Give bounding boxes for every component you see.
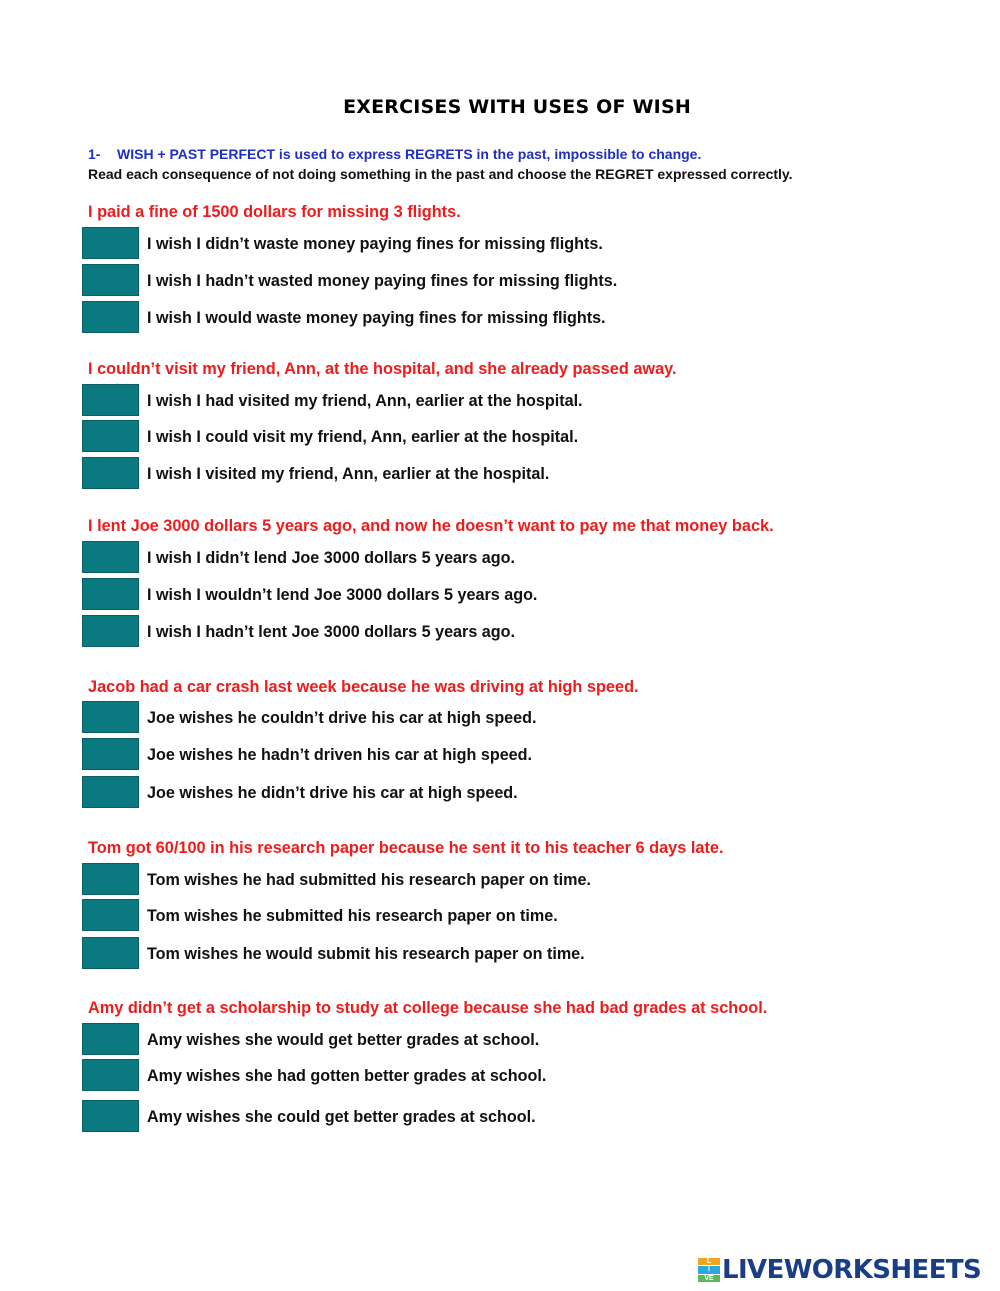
answer-option-text: I wish I wouldn’t lend Joe 3000 dollars 5 years ago. bbox=[147, 585, 538, 604]
answer-option-text: Tom wishes he would submit his research paper on time. bbox=[147, 944, 585, 963]
answer-option-text: Amy wishes she had gotten better grades at school. bbox=[147, 1066, 547, 1085]
answer-option-text: I wish I had visited my friend, Ann, earlier at the hospital. bbox=[147, 391, 583, 410]
brand-text: LIVEWORKSHEETS bbox=[722, 1255, 982, 1285]
answer-option bbox=[82, 899, 782, 933]
answer-checkbox[interactable] bbox=[82, 1023, 139, 1055]
logo-letter: I bbox=[698, 1266, 720, 1273]
answer-option bbox=[82, 301, 782, 335]
answer-option bbox=[82, 738, 782, 772]
answer-option-text: Joe wishes he didn’t drive his car at high speed. bbox=[147, 783, 518, 802]
answer-option-text: I wish I could visit my friend, Ann, earlier at the hospital. bbox=[147, 427, 579, 446]
answer-checkbox[interactable] bbox=[82, 1100, 139, 1132]
instruction-subtext: Read each consequence of not doing something in the past and choose the REGRET expressed correctly. bbox=[88, 166, 793, 182]
answer-option-text: I wish I hadn’t wasted money paying fines for missing flights. bbox=[147, 271, 618, 290]
logo-letter: L bbox=[698, 1258, 720, 1265]
question-prompt: Jacob had a car crash last week because he was driving at high speed. bbox=[88, 677, 639, 696]
answer-option-text: Joe wishes he hadn’t driven his car at high speed. bbox=[147, 745, 533, 764]
answer-option bbox=[82, 264, 782, 298]
question-prompt: I lent Joe 3000 dollars 5 years ago, and now he doesn’t want to pay me that money back. bbox=[88, 516, 774, 535]
instruction-text: WISH + PAST PERFECT is used to express REGRETS in the past, impossible to change. bbox=[117, 146, 702, 162]
answer-option bbox=[82, 863, 782, 897]
answer-option-text: Tom wishes he had submitted his research paper on time. bbox=[147, 870, 591, 889]
question-prompt: Amy didn’t get a scholarship to study at college because she had bad grades at school. bbox=[88, 998, 768, 1017]
answer-option-text: I wish I didn’t lend Joe 3000 dollars 5 years ago. bbox=[147, 548, 515, 567]
answer-checkbox[interactable] bbox=[82, 863, 139, 895]
instruction-line bbox=[88, 146, 701, 162]
instruction-number: 1- bbox=[88, 146, 101, 162]
answer-option-text: I wish I hadn’t lent Joe 3000 dollars 5 years ago. bbox=[147, 622, 516, 641]
answer-checkbox[interactable] bbox=[82, 301, 139, 333]
answer-checkbox[interactable] bbox=[82, 227, 139, 259]
answer-checkbox[interactable] bbox=[82, 615, 139, 647]
answer-checkbox[interactable] bbox=[82, 701, 139, 733]
answer-checkbox[interactable] bbox=[82, 776, 139, 808]
answer-option bbox=[82, 776, 782, 810]
answer-option-text: Amy wishes she would get better grades at school. bbox=[147, 1030, 540, 1049]
answer-option-text: Amy wishes she could get better grades at school. bbox=[147, 1107, 536, 1126]
answer-option bbox=[82, 227, 782, 261]
answer-checkbox[interactable] bbox=[82, 937, 139, 969]
answer-option-text: Tom wishes he submitted his research paper on time. bbox=[147, 906, 558, 925]
answer-checkbox[interactable] bbox=[82, 1059, 139, 1091]
answer-checkbox[interactable] bbox=[82, 457, 139, 489]
logo-letter: VE bbox=[698, 1275, 720, 1282]
answer-option bbox=[82, 701, 782, 735]
answer-option bbox=[82, 1100, 782, 1134]
answer-option-text: I wish I didn’t waste money paying fines for missing flights. bbox=[147, 234, 603, 253]
question-prompt: Tom got 60/100 in his research paper because he sent it to his teacher 6 days late. bbox=[88, 838, 724, 857]
answer-option-text: I wish I visited my friend, Ann, earlier at the hospital. bbox=[147, 464, 550, 483]
answer-option bbox=[82, 457, 782, 491]
answer-option bbox=[82, 541, 782, 575]
answer-checkbox[interactable] bbox=[82, 264, 139, 296]
answer-checkbox[interactable] bbox=[82, 899, 139, 931]
answer-checkbox[interactable] bbox=[82, 541, 139, 573]
answer-checkbox[interactable] bbox=[82, 738, 139, 770]
liveworksheets-icon bbox=[698, 1258, 720, 1282]
question-prompt: I couldn’t visit my friend, Ann, at the hospital, and she already passed away. bbox=[88, 359, 677, 378]
answer-option bbox=[82, 384, 782, 418]
liveworksheets-logo bbox=[698, 1255, 981, 1285]
answer-option bbox=[82, 578, 782, 612]
answer-checkbox[interactable] bbox=[82, 578, 139, 610]
page-title: EXERCISES WITH USES OF WISH bbox=[343, 96, 691, 118]
answer-option bbox=[82, 615, 782, 649]
answer-option bbox=[82, 1023, 782, 1057]
answer-checkbox[interactable] bbox=[82, 384, 139, 416]
answer-option bbox=[82, 420, 782, 454]
answer-option-text: I wish I would waste money paying fines for missing flights. bbox=[147, 308, 606, 327]
answer-checkbox[interactable] bbox=[82, 420, 139, 452]
answer-option bbox=[82, 1059, 782, 1093]
answer-option bbox=[82, 937, 782, 971]
question-prompt: I paid a fine of 1500 dollars for missing 3 flights. bbox=[88, 202, 461, 221]
answer-option-text: Joe wishes he couldn’t drive his car at high speed. bbox=[147, 708, 537, 727]
